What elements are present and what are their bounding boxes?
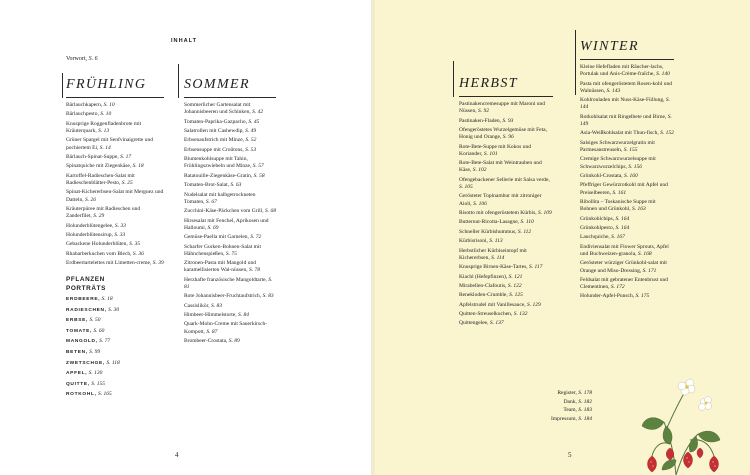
toc-entry xyxy=(66,154,164,161)
entry-page: S. 26 xyxy=(84,196,96,203)
entry-page: S. 36 xyxy=(132,250,144,257)
entry-page: S. 87 xyxy=(206,328,218,335)
entry-title: Endiviensalat mit Flower Sprouts, Apfel und Buchweizen-granola, xyxy=(580,243,669,257)
entry-list xyxy=(66,102,164,267)
title-underline xyxy=(459,96,553,97)
entry-title: Mirabellen-Clafoutis, xyxy=(459,282,507,289)
entry-title: Himbeer-Himmelstorte, xyxy=(184,312,237,319)
plant-portrait-entry xyxy=(66,370,164,377)
toc-entry xyxy=(66,241,164,248)
entry-title: Gerösteter würziger Grünkohl-salat mit Orange und Miso-Dressing, xyxy=(580,260,667,274)
toc-entry xyxy=(66,102,164,109)
entry-page: S. 72 xyxy=(250,234,262,241)
herbst-vertical-rule xyxy=(453,61,454,97)
toc-entry xyxy=(184,173,276,180)
toc-entry xyxy=(459,229,553,236)
entry-page: S. 168 xyxy=(637,250,652,257)
entry-title: Team, xyxy=(563,407,577,414)
plant-portrait-entry xyxy=(66,381,164,388)
entry-title: Sommerlicher Gartensalat mit Johannisbeeren und Schinken, xyxy=(184,102,251,116)
entry-title: Ribollita – Toskanische Suppe mit Bohnen und Grünkohl, xyxy=(580,198,656,213)
toc-entry xyxy=(184,119,276,126)
toc-entry xyxy=(66,163,164,170)
entry-title: Holunderblütengelee, xyxy=(66,222,114,229)
toc-entry xyxy=(506,399,592,406)
entry-title: Spinatquiche mit Ziegenkäse, xyxy=(66,163,132,170)
toc-entry xyxy=(580,140,674,154)
section-fruehling xyxy=(66,76,164,402)
entry-page: S. 81 xyxy=(184,276,273,290)
entry-title: Rote-Bete-Salat mit Weintrauben und Käse, xyxy=(459,160,542,174)
entry-page: S. 172 xyxy=(610,284,625,291)
plant-portraits-list xyxy=(66,296,164,399)
toc-entry xyxy=(66,260,164,267)
entry-page: S. 110 xyxy=(520,219,534,226)
toc-entry xyxy=(184,293,276,300)
entry-page: S. 164 xyxy=(615,215,630,222)
toc-entry xyxy=(184,128,276,135)
running-header: INHALT xyxy=(171,38,198,44)
toc-entry xyxy=(184,156,276,170)
title-underline xyxy=(66,97,164,98)
toc-entry xyxy=(580,114,674,128)
entry-title: Impressum, xyxy=(551,416,577,423)
entry-title: Erbsensuppe mit Croûtons, xyxy=(184,146,244,153)
entry-page: S. 83 xyxy=(210,302,222,309)
entry-title: Schneller Kürbishummus, xyxy=(459,228,517,235)
toc-entry xyxy=(506,407,592,414)
toc-entry xyxy=(459,177,553,191)
entry-title: Quitten-Streuselkuchen, xyxy=(459,311,513,318)
entry-page: S. 78 xyxy=(248,267,260,274)
sommer-vertical-rule xyxy=(178,64,179,98)
toc-entry xyxy=(184,260,276,274)
toc-entry xyxy=(184,102,276,116)
toc-entry xyxy=(459,219,553,226)
toc-entry xyxy=(184,137,276,144)
entry-page: S. 60 xyxy=(93,327,105,334)
toc-entry xyxy=(459,274,553,281)
plant-portraits-title xyxy=(66,276,164,293)
entry-page: S. 33 xyxy=(114,231,126,238)
plant-portraits-title-line1: PFLANZEN xyxy=(66,276,105,284)
entry-title: Gemüse-Paella mit Garnelen, xyxy=(184,234,249,241)
entry-page: S. 17 xyxy=(120,153,132,160)
entry-page: S. 167 xyxy=(611,234,625,241)
toc-entry xyxy=(580,156,674,170)
entry-page: S. 102 xyxy=(472,167,487,174)
entry-title: Quittengelee, xyxy=(459,320,489,327)
entry-title: Ofengeröstetes Wurzelgemüse mit Feta, Honig und Orange, xyxy=(459,126,547,141)
entry-page: S. 50 xyxy=(89,317,101,324)
section-title: SOMMER xyxy=(184,77,250,92)
entry-title: Bärlauchkapern, xyxy=(66,102,103,108)
entry-title: Gerösteter Topinambur mit zitroniger Aioli, xyxy=(459,193,542,207)
entry-page: S. 112 xyxy=(517,228,532,235)
entry-page: S. 143 xyxy=(606,87,621,94)
toc-entry xyxy=(506,416,592,423)
plant-name: MANGOLD, xyxy=(66,339,98,345)
toc-entry xyxy=(459,292,553,299)
entry-page: S. 63 xyxy=(230,182,242,189)
entry-title: Pastinakencremesuppe mit Maroni und Nüssen, xyxy=(459,101,545,115)
entry-page: S. 10 xyxy=(103,102,115,108)
entry-page: S. 113 xyxy=(489,238,503,245)
entry-title: Risotto mit ofengeröstetem Kürbis, xyxy=(459,209,537,216)
entry-title: Gebackene Holunderblüten, xyxy=(66,241,128,248)
entry-page: S. 118 xyxy=(106,359,120,366)
entry-page: S. 67 xyxy=(205,198,217,205)
entry-title: Salsiges Schwarzwurzelgratin mit Parmesanstreuseln, xyxy=(580,139,655,153)
entry-page: S. 165 xyxy=(98,391,112,398)
entry-title: Dank, xyxy=(563,398,577,405)
entry-list xyxy=(459,101,553,328)
strawberry-plant-illustration xyxy=(630,352,730,475)
entry-page: S. 129 xyxy=(527,301,541,308)
toc-entry xyxy=(184,147,276,154)
entry-title: Register, xyxy=(557,390,577,396)
entry-page: S. 184 xyxy=(578,416,592,423)
toc-entry xyxy=(580,293,674,300)
entry-page: S. 45 xyxy=(248,118,260,125)
toc-entry xyxy=(66,232,164,239)
entry-title: Cassislikör, xyxy=(184,302,210,309)
entry-page: S. 171 xyxy=(642,267,657,274)
plant-name: APFEL, xyxy=(66,371,88,377)
toc-entry xyxy=(459,320,553,327)
entry-list xyxy=(184,102,276,345)
title-underline xyxy=(184,97,276,98)
entry-title: Kartoffel-Radieschen-Salat mit Radieschenblätter-Pesto, xyxy=(66,172,135,186)
toc-entry xyxy=(184,312,276,319)
entry-title: Ofengebackener Sellerie mit Salsa verde, xyxy=(459,176,550,183)
entry-page: S. 183 xyxy=(578,407,592,414)
foreword-page: S. 6 xyxy=(88,56,98,62)
entry-page: S. 69 xyxy=(207,224,219,231)
entry-title: Pasta mit ofengeröstetem Rosen-kohl und Walnüssen, xyxy=(580,80,672,94)
toc-entry xyxy=(66,121,164,135)
toc-entry xyxy=(184,218,276,232)
toc-entry xyxy=(580,97,674,111)
toc-entry xyxy=(459,118,553,125)
entry-title: Pfeffriger Gewürzrotkohl mit Apfel und Preiselbeeren, xyxy=(580,182,668,196)
entry-title: Kleine Hefefladen mit Räucher-lachs, Portulak und Anis-Crème-fraîche, xyxy=(580,64,664,78)
entry-page: S. 125 xyxy=(509,292,523,299)
entry-title: Blumenkohlsuppe mit Tahin, Frühlingszwiebeln und Minze, xyxy=(184,156,252,170)
entry-title: Ratatouille-Ziegenkäse-Gratin, xyxy=(184,172,253,179)
entry-page: S. 14 xyxy=(99,144,111,151)
entry-page: S. 84 xyxy=(237,312,249,319)
toc-entry xyxy=(66,251,164,258)
entry-page: S. 175 xyxy=(635,293,650,300)
entry-title: Kohlrouladen mit Nuss-Käse-Füllung, xyxy=(580,97,665,104)
entry-title: Butternut-Ricotta-Lasagne, xyxy=(459,219,520,226)
toc-entry xyxy=(184,234,276,241)
plant-name: ZWETSCHGE, xyxy=(66,360,105,366)
entry-title: Grünkohl-Crostata, xyxy=(580,172,623,179)
entry-title: Brombeer-Crostata, xyxy=(184,338,228,345)
toc-entry xyxy=(459,248,553,262)
toc-entry xyxy=(184,338,276,345)
entry-title: Renekloden-Crumble, xyxy=(459,292,508,299)
left-folio: 4 xyxy=(175,451,179,459)
entry-page: S. 155 xyxy=(623,146,638,153)
toc-entry xyxy=(506,390,592,397)
entry-title: Asia-Weißkohlsalat mit Thun-fisch, xyxy=(580,130,659,137)
toc-entry xyxy=(184,277,276,291)
entry-title: Holunder-Apfel-Punsch, xyxy=(580,293,635,300)
entry-title: Tomaten-Paprika-Gazpacho, xyxy=(184,118,247,125)
toc-entry xyxy=(66,137,164,151)
entry-page: S. 117 xyxy=(529,264,543,271)
entry-page: S. 83 xyxy=(262,293,274,300)
entry-title: Cremige Schwarzwurzelsuppe mit Schwarzwurzelchips, xyxy=(580,156,656,170)
entry-page: S. 155 xyxy=(91,380,105,387)
toc-entry xyxy=(580,81,674,95)
plant-portraits-title-line2: PORTRÄTS xyxy=(66,284,106,292)
winter-vertical-rule xyxy=(575,30,576,95)
toc-entry xyxy=(459,283,553,290)
entry-page: S. 58 xyxy=(253,172,265,179)
section-sommer xyxy=(184,76,276,347)
entry-page: S. 77 xyxy=(99,338,111,345)
entry-page: S. 163 xyxy=(631,206,646,213)
toc-entry xyxy=(66,223,164,230)
entry-title: Grünkohlpesto, xyxy=(580,224,615,231)
toc-entry xyxy=(580,173,674,180)
plant-portrait-entry xyxy=(66,328,164,335)
back-matter-list xyxy=(506,390,592,425)
entry-page: S. 164 xyxy=(615,224,630,231)
plant-name: QUITTE, xyxy=(66,381,90,387)
entry-list xyxy=(580,64,674,301)
toc-entry xyxy=(580,277,674,291)
entry-page: S. 57 xyxy=(252,163,264,170)
entry-title: Erbsenaufstrich mit Minze, xyxy=(184,137,245,144)
entry-title: Kiachl (Hefepfinzen), xyxy=(459,273,508,280)
right-folio: 5 xyxy=(568,451,572,459)
section-title: FRÜHLING xyxy=(66,77,147,92)
toc-entry xyxy=(459,264,553,271)
plant-portrait-entry xyxy=(66,307,164,314)
entry-page: S. 53 xyxy=(245,146,257,153)
entry-title: Pastinaken-Fladen, xyxy=(459,117,502,124)
toc-entry xyxy=(459,127,553,141)
entry-title: Spinat-Kichererbsen-Salat mit Merguez und Datteln, xyxy=(66,189,164,203)
entry-page: S. 152 xyxy=(660,130,674,137)
plant-name: ERDBEERE, xyxy=(66,297,101,303)
entry-title: Rote-Bete-Suppe mit Kokos und Koriander, xyxy=(459,143,531,157)
toc-entry xyxy=(580,260,674,274)
entry-title: Scharfer Gurken-Bohnen-Salat mit Hähnchenspießen, xyxy=(184,243,261,257)
toc-entry xyxy=(459,193,553,207)
entry-title: Zucchini-Käse-Päckchen vom Grill, xyxy=(184,208,264,215)
entry-title: Herbstlicher Kürbiseintopf mit Kichererbsen, xyxy=(459,247,527,261)
entry-page: S. 122 xyxy=(507,282,522,289)
entry-page: S. 109 xyxy=(537,209,552,216)
entry-title: Holunderblütensirup, xyxy=(66,231,113,238)
plant-portrait-entry xyxy=(66,391,164,398)
book-gutter xyxy=(371,0,375,475)
toc-entry xyxy=(459,144,553,158)
entry-page: S. 10 xyxy=(100,111,112,118)
foreword-label: Vorwort, xyxy=(66,56,88,62)
entry-title: Nudelsalat mit halbgetrockneten Tomaten, xyxy=(184,191,256,205)
toc-entry xyxy=(184,303,276,310)
toc-entry xyxy=(580,182,674,196)
plant-portrait-entry xyxy=(66,296,164,303)
entry-page: S. 140 xyxy=(656,71,670,78)
plant-name: BETEN, xyxy=(66,350,88,356)
entry-title: Apfelstrudel mit Vanillesauce, xyxy=(459,301,526,308)
entry-title: Tomaten-Brot-Salat, xyxy=(184,182,229,189)
toc-entry xyxy=(580,64,674,78)
entry-title: Grünkohlchips, xyxy=(580,215,615,222)
entry-page: S. 101 xyxy=(483,150,498,157)
toc-entry xyxy=(66,206,164,220)
entry-title: Salatrollen mit Cashewdip, xyxy=(184,127,244,134)
toc-entry xyxy=(580,130,674,137)
section-title: WINTER xyxy=(580,39,639,54)
entry-page: S. 39 xyxy=(152,260,164,267)
plant-name: ROTKOHL, xyxy=(66,392,97,398)
entry-page: S. 25 xyxy=(121,179,133,186)
toc-entry xyxy=(580,199,674,213)
entry-page: S. 156 xyxy=(628,163,643,170)
toc-entry xyxy=(459,210,553,217)
entry-page: S. 30 xyxy=(108,306,120,313)
toc-entry xyxy=(66,173,164,187)
entry-title: Herzhafte französische Mangoldtarte, xyxy=(184,276,267,283)
entry-page: S. 18 xyxy=(132,163,144,170)
plant-name: TOMATE, xyxy=(66,328,93,334)
entry-page: S. 160 xyxy=(624,172,638,179)
entry-title: Feldsalat mit gebratener Entenbrust und Clementinen, xyxy=(580,276,668,291)
entry-page: S. 96 xyxy=(502,134,514,141)
entry-page: S. 42 xyxy=(252,109,264,116)
entry-title: Lauchquiche, xyxy=(580,234,610,241)
plant-portrait-entry xyxy=(66,338,164,345)
section-title: HERBST xyxy=(459,76,518,91)
plant-name: ERBSE, xyxy=(66,318,89,324)
toc-entry xyxy=(459,160,553,174)
entry-page: S. 121 xyxy=(508,273,523,280)
section-herbst xyxy=(459,75,553,330)
entry-page: S. 29 xyxy=(93,213,105,220)
foreword-entry xyxy=(66,56,98,62)
entry-page: S. 178 xyxy=(578,390,592,396)
toc-entry xyxy=(580,234,674,241)
entry-page: S. 35 xyxy=(129,241,141,248)
entry-page: S. 99 xyxy=(89,349,101,356)
entry-title: Kräuterpüree mit Radieschen und Zanderfilet, xyxy=(66,205,141,220)
entry-title: Erdbeertartelettes mit Limetten-creme, xyxy=(66,260,152,267)
toc-entry xyxy=(184,182,276,189)
entry-page: S. 75 xyxy=(225,250,237,257)
toc-entry xyxy=(580,216,674,223)
toc-entry xyxy=(580,244,674,258)
toc-entry xyxy=(184,192,276,206)
entry-title: Bärlauchpesto, xyxy=(66,111,99,118)
fruehling-vertical-rule xyxy=(62,73,63,98)
entry-page: S. 89 xyxy=(228,338,240,345)
toc-entry xyxy=(459,302,553,309)
toc-entry xyxy=(66,189,164,203)
entry-page: S. 93 xyxy=(502,117,514,124)
entry-page: S. 18 xyxy=(101,296,113,303)
section-winter xyxy=(580,38,674,303)
entry-title: Bärlauch-Spinat-Suppe, xyxy=(66,153,119,160)
entry-page: S. 105 xyxy=(459,183,473,190)
entry-page: S. 68 xyxy=(264,208,276,215)
title-underline xyxy=(580,59,674,60)
entry-title: Knusprige Birnen-Käse-Tartes, xyxy=(459,264,528,271)
entry-page: S. 144 xyxy=(580,97,670,111)
entry-page: S. 52 xyxy=(245,137,257,144)
entry-page: S. 130 xyxy=(88,370,103,377)
toc-entry xyxy=(459,311,553,318)
toc-entry xyxy=(459,101,553,115)
toc-entry xyxy=(184,208,276,215)
toc-entry xyxy=(459,238,553,245)
entry-page: S. 182 xyxy=(578,398,592,405)
entry-page: S. 161 xyxy=(612,189,627,196)
entry-page: S. 149 xyxy=(580,113,672,127)
entry-page: S. 92 xyxy=(477,108,489,115)
entry-title: Grüner Spargel mit Senfvinaigrette und pochiertem Ei, xyxy=(66,137,153,151)
entry-title: Knusprige Roggenfladenbrote mit Kräuterquark, xyxy=(66,120,142,134)
entry-title: Rote Johannisbeer-Fruchtaufstrich, xyxy=(184,293,262,300)
plant-name: RADIESCHEN, xyxy=(66,307,107,313)
entry-page: S. 13 xyxy=(98,127,110,134)
plant-portrait-entry xyxy=(66,317,164,324)
entry-title: Zitronen-Pasta mit Mangold und karamellisierten Wal-nüssen, xyxy=(184,260,256,274)
plant-portrait-entry xyxy=(66,360,164,367)
toc-entry xyxy=(580,225,674,232)
entry-page: S. 106 xyxy=(473,200,487,207)
entry-page: S. 137 xyxy=(489,320,504,327)
entry-title: Kürbisrisoni, xyxy=(459,238,488,245)
entry-title: Rhabarberkuchen vom Blech, xyxy=(66,250,132,257)
entry-title: Hirsesalat mit Fenchel, Aprikosen und Halloumi, xyxy=(184,217,269,231)
entry-page: S. 33 xyxy=(114,222,126,229)
entry-page: S. 114 xyxy=(491,254,505,261)
entry-page: S. 49 xyxy=(245,127,257,134)
entry-title: Rotkohlsalat mit Ringelbete und Birne, xyxy=(580,113,667,120)
plant-portrait-entry xyxy=(66,349,164,356)
toc-entry xyxy=(184,244,276,258)
entry-page: S. 132 xyxy=(513,311,528,318)
toc-entry xyxy=(184,321,276,335)
entry-title: Quark-Mohn-Creme mit Sauerkirsch-Kompott, xyxy=(184,321,268,335)
toc-entry xyxy=(66,111,164,118)
